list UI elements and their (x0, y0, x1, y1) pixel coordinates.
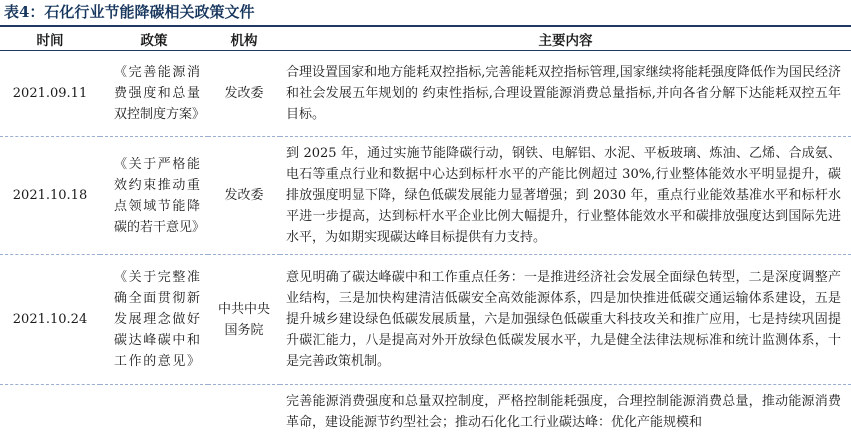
header-content: 主要内容 (280, 28, 851, 51)
row-content: 意见明确了碳达峰碳中和工作重点任务：一是推进经济社会发展全面绿色转型，二是深度调整产业结构，三是加快构建清洁低碳安全高效能源体系，四是加快推进低碳交通运输体系建设，五是提升城乡建设绿色低碳发展质量，六是加强绿色低碳重大科技攻关和推广应用，七是持续巩固提升碳汇能力，八是提高对外开放绿色低碳发展水平，九是健全法律法规标准和统计监测体系，十是完善政策机制。 (280, 255, 851, 385)
policy-line: 点领域节能降 (114, 198, 200, 214)
header-row (0, 28, 851, 51)
table-row (0, 137, 851, 255)
policy-line: 费强度和总量 (114, 86, 200, 101)
policy-line: 碳达峰碳中和 (114, 333, 200, 348)
table-row (0, 51, 851, 137)
row-content: 到 2025 年，通过实施节能降碳行动，钢铁、电解铝、水泥、平板玻璃、炼油、乙烯、合成氨、电石等重点行业和数据中心达到标杆水平的产能比例超过 30%,行业整体能效水平明显提升，碳排放强度明显下降，绿色低碳发展能力显著增强；到 2030 年，重点行业能效基准水平和标杆水平进一步提高，达到标杆水平企业比例大幅提升，行业整体能效水平和碳排放强度达到国际先进水平，为如期实现碳达峰目标提供有力支持。 (280, 137, 851, 255)
policy-line: 双控制度方案》 (114, 107, 206, 122)
row-org: 中共中央国务院 (208, 255, 280, 385)
policy-line: 确全面贯彻新 (114, 291, 200, 306)
row-policy (100, 255, 208, 385)
top-rule (0, 25, 851, 27)
row-org (208, 385, 280, 434)
row-time: 2021.09.11 (0, 51, 100, 137)
row-time: 2021.10.18 (0, 137, 100, 255)
policy-line: 《完善能源消 (114, 65, 200, 80)
table-title: 表4：石化行业节能降碳相关政策文件 (4, 3, 255, 21)
policy-line: 《关于严格能 (114, 156, 200, 172)
policy-line: 工作的意见》 (114, 354, 200, 369)
row-org: 发改委 (208, 51, 280, 137)
policy-table (0, 28, 851, 433)
header-org: 机构 (208, 28, 280, 51)
policy-line: 《关于完整准 (114, 270, 200, 285)
table-row (0, 385, 851, 434)
policy-line: 效约束推动重 (114, 177, 200, 193)
row-time (0, 385, 100, 434)
policy-line: 碳的若干意见》 (114, 219, 206, 235)
row-time: 2021.10.24 (0, 255, 100, 385)
policy-line: 发展理念做好 (114, 312, 200, 327)
row-content: 合理设置国家和地方能耗双控指标,完善能耗双控指标管理,国家继续将能耗强度降低作为国民经济和社会发展五年规划的 约束性指标,合理设置能源消费总量指标,并向各省分解下达能耗双控五年目标。 (280, 51, 851, 137)
row-content: 完善能源消费强度和总量双控制度，严格控制能耗强度，合理控制能源消费总量，推动能源消费革命，建设能源节约型社会；推动石化化工行业碳达峰：优化产能规模和 (286, 394, 841, 430)
row-policy (100, 137, 208, 255)
header-time: 时间 (0, 28, 100, 51)
row-policy (100, 51, 208, 137)
row-policy (100, 385, 208, 434)
row-org: 发改委 (208, 137, 280, 255)
header-policy: 政策 (100, 28, 208, 51)
table-row (0, 255, 851, 385)
